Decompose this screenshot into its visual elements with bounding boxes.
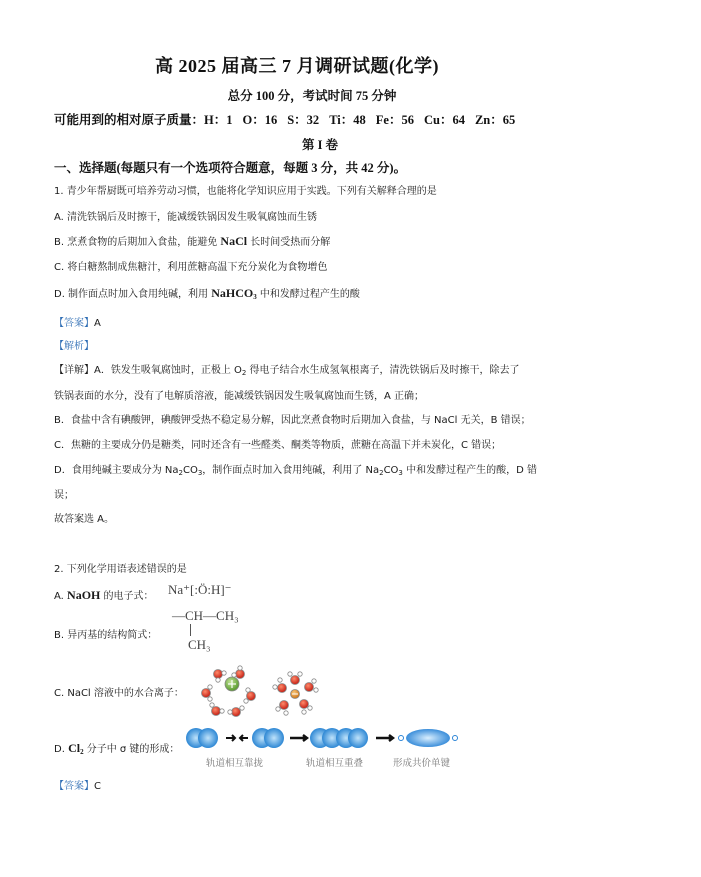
- mass-h: H：1: [204, 113, 233, 127]
- mass-fe: Fe：56: [375, 113, 414, 127]
- hydrated-ions-illustration: [196, 660, 336, 720]
- isopropyl-structure-bottom: CH₃: [188, 637, 211, 652]
- formula-cl2: $Cl_2$: [68, 741, 84, 756]
- mass-ti: Ti：48: [329, 113, 366, 127]
- caption-overlap: 轨道相互重叠: [306, 758, 364, 769]
- exam-subtitle: 总分 100 分，考试时间 75 分钟: [227, 89, 397, 103]
- atomic-masses: [54, 110, 515, 128]
- q2-answer: 【答案】C: [54, 781, 101, 792]
- exam-title: 高 2025 届高三 7 月调研试题(化学): [155, 56, 439, 76]
- q2-option-b: B. 异丙基的结构简式：: [54, 630, 158, 641]
- mass-cu: Cu：64: [423, 113, 465, 127]
- q1-detail-c: C．焦糖的主要成分仍是糖类，同时还含有一些醛类、酮类等物质，蔗糖在高温下并未炭化，C 错误；: [54, 440, 502, 451]
- q2-option-a: A. NaOH 的电子式：: [54, 588, 154, 602]
- section-heading: 一、选择题(每题只有一个选项符合题意，每题 3 分，共 42 分)。: [54, 161, 407, 175]
- q1-detail-a-line1: 【详解】A．铁发生吸氧腐蚀时，正极上 $O_2$ 得电子结合水生成氢氧根离子，清洗铁锅后及时擦干，除去了: [54, 365, 520, 377]
- mass-zn: Zn：65: [474, 113, 516, 127]
- bond-line: [190, 624, 191, 636]
- q1-detail-d: D．食用纯碱主要成分为 $Na_2CO_3$，制作面点时加入食用纯碱，利用了 $Na_2CO_3$ 中和发酵过程产生的酸，D 错: [54, 465, 537, 477]
- q1-stem: 1. 青少年帮厨既可培养劳动习惯，也能将化学知识应用于实践。下列有关解释合理的是: [54, 186, 437, 197]
- q1-answer: 【答案】A: [54, 318, 101, 329]
- q1-conclusion: 故答案选 A。: [54, 514, 115, 525]
- formula-nahco3: NaHCO$_3$: [211, 286, 257, 301]
- atomic-masses-label: 可能用到的相对原子质量：: [54, 113, 205, 127]
- sigma-bond-formation-illustration: [186, 725, 461, 751]
- q1-option-a: A. 清洗铁锅后及时擦干，能减缓铁锅因发生吸氧腐蚀而生锈: [54, 212, 318, 223]
- formula-nacl: NaCl: [220, 234, 248, 248]
- q2-option-c: C. NaCl 溶液中的水合离子：: [54, 688, 184, 699]
- caption-bond: 形成共价单键: [393, 758, 451, 769]
- q1-analysis-tag: 【解析】: [54, 341, 94, 352]
- q1-option-c: C. 将白糖熬制成焦糖汁，利用蔗糖高温下充分炭化为食物增色: [54, 262, 328, 273]
- isopropyl-structure-top: —CH—CH₃: [172, 608, 239, 623]
- mass-o: O：16: [242, 113, 278, 127]
- q1-option-d: D. 制作面点时加入食用纯碱，利用 NaHCO$_3$ 中和发酵过程产生的酸: [54, 286, 360, 301]
- q1-option-b: B. 烹煮食物的后期加入食盐，能避免 NaCl 长时间受热而分解: [54, 234, 331, 248]
- mass-s: S：32: [287, 113, 320, 127]
- volume-heading: 第 I 卷: [301, 138, 339, 152]
- caption-approach: 轨道相互靠拢: [206, 758, 264, 769]
- q2-stem: 2. 下列化学用语表述错误的是: [54, 564, 187, 575]
- q1-detail-a-line2: 铁锅表面的水分，没有了电解质溶液，能减缓铁锅因发生吸氧腐蚀而生锈，A 正确；: [54, 391, 425, 402]
- naoh-electron-formula: Na⁺[:Ö:H]⁻: [168, 582, 232, 597]
- q1-detail-b: B．食盐中含有碘酸钾，碘酸钾受热不稳定易分解，因此烹煮食物时后期加入食盐，与 NaCl 无关，B 错误；: [54, 415, 531, 426]
- answer-tag: 【答案】: [54, 781, 94, 792]
- q2-option-d: D. $Cl_2$ 分子中 σ 键的形成：: [54, 741, 180, 756]
- q1-detail-d-cont: 误；: [54, 490, 74, 501]
- answer-tag: 【答案】: [54, 318, 94, 329]
